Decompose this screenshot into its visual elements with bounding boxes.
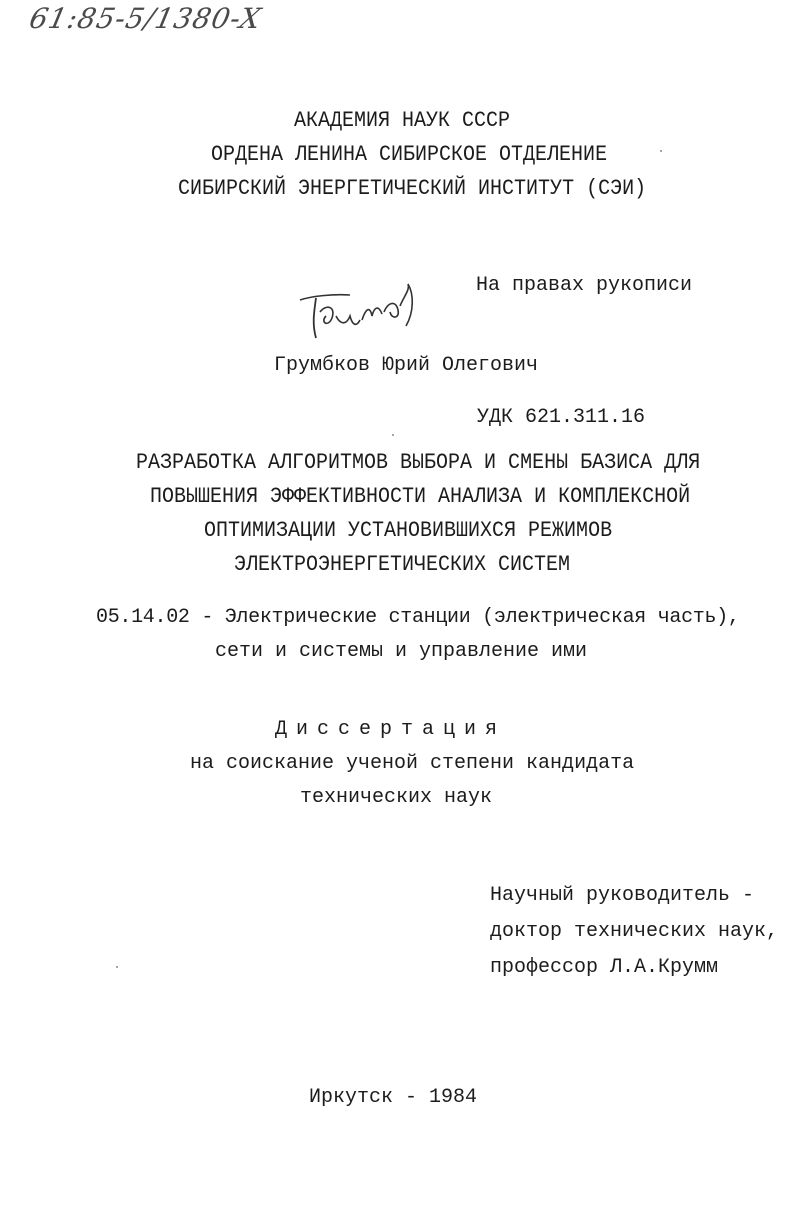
title-line-4: ЭЛЕКТРОЭНЕРГЕТИЧЕСКИХ СИСТЕМ	[234, 552, 571, 578]
degree-field: технических наук	[300, 786, 493, 809]
title-line-1: РАЗРАБОТКА АЛГОРИТМОВ ВЫБОРА И СМЕНЫ БАЗИСА ДЛЯ	[136, 450, 701, 476]
author-name: Грумбков Юрий Олегович	[274, 354, 539, 377]
author-signature	[292, 282, 417, 342]
scan-speck	[392, 434, 394, 436]
header-branch: ОРДЕНА ЛЕНИНА СИБИРСКОЕ ОТДЕЛЕНИЕ	[211, 142, 608, 168]
work-type-heading: Диссертация	[275, 718, 507, 741]
place-and-year: Иркутск - 1984	[309, 1086, 478, 1109]
header-institute: СИБИРСКИЙ ЭНЕРГЕТИЧЕСКИЙ ИНСТИТУТ (СЭИ)	[178, 176, 647, 202]
title-line-2: ПОВЫШЕНИЯ ЭФФЕКТИВНОСТИ АНАЛИЗА И КОМПЛЕКСНОЙ	[150, 484, 691, 510]
archive-stamp: 61:85-5/1380-X	[26, 2, 265, 35]
supervisor-degree: доктор технических наук,	[490, 920, 779, 943]
specialty-line-2: сети и системы и управление ими	[215, 640, 588, 663]
specialty-code-line: 05.14.02 - Электрические станции (электрическая часть),	[96, 606, 740, 629]
manuscript-rights: На правах рукописи	[476, 274, 693, 297]
title-line-3: ОПТИМИЗАЦИИ УСТАНОВИВШИХСЯ РЕЖИМОВ	[204, 518, 613, 544]
header-academy: АКАДЕМИЯ НАУК СССР	[294, 108, 511, 134]
scan-speck	[116, 966, 118, 968]
supervisor-label: Научный руководитель -	[490, 884, 755, 907]
udk-code: УДК 621.311.16	[477, 406, 646, 429]
scan-speck	[660, 150, 662, 152]
degree-sought: на соискание ученой степени кандидата	[190, 752, 635, 775]
supervisor-name: профессор Л.А.Крумм	[490, 956, 719, 979]
